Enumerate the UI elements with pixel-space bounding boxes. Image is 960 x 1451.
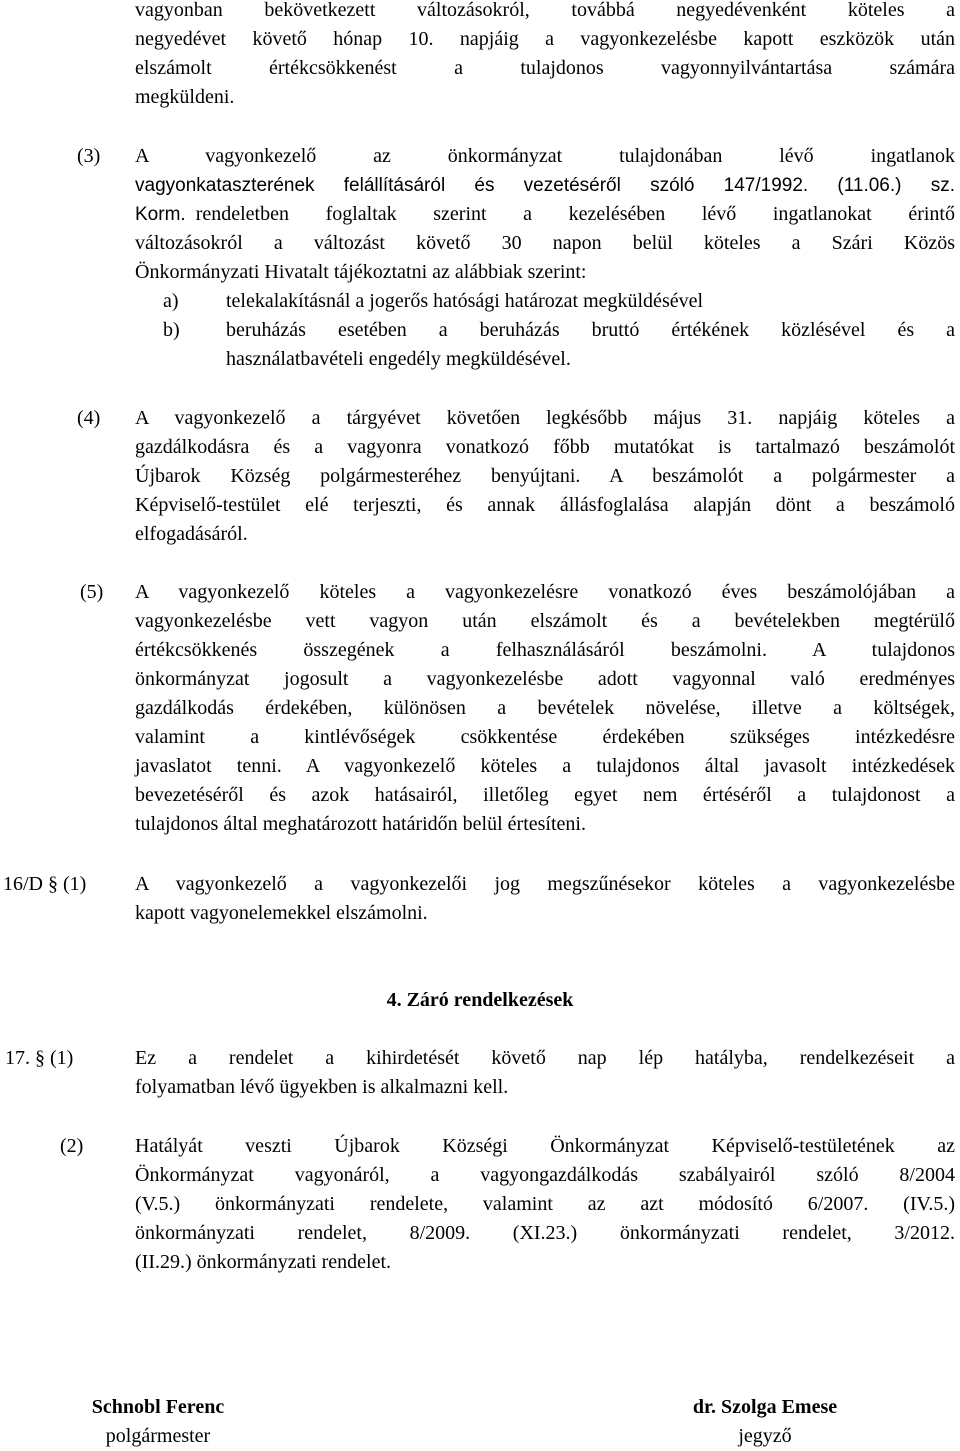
text-fragment: Korm. xyxy=(135,204,186,225)
text-line: vagyonkezelésbe vett vagyon után elszámolt és a bevételekben megtérülő xyxy=(135,610,955,632)
text-line: Önkormányzat vagyonáról, a vagyongazdálkodás szabályairól szóló 8/2004 xyxy=(135,1164,955,1186)
text-line: elszámolt értékcsökkenést a tulajdonos vagyonnyilvántartása számára xyxy=(135,57,955,79)
text-line: Ez a rendelet a kihirdetését követő nap lép hatályba, rendelkezéseit a xyxy=(135,1047,955,1069)
text-line: tulajdonos által meghatározott határidőn belül értesíteni. xyxy=(135,813,586,835)
signatory-title: jegyző xyxy=(738,1425,792,1447)
text-line: gazdálkodásra és a vagyonra vonatkozó főbb mutatókat is tartalmazó beszámolót xyxy=(135,436,955,458)
text-line: Önkormányzati Hivatalt tájékoztatni az alábbiak szerint: xyxy=(135,261,587,283)
section-label: 17. § (1) xyxy=(5,1047,74,1069)
list-item: használatbavételi engedély megküldésével. xyxy=(226,348,571,370)
text-line: önkormányzati rendelet, 8/2009. (XI.23.) önkormányzati rendelet, 3/2012. xyxy=(135,1222,955,1244)
text-line: A vagyonkezelő a tárgyévet követően legkésőbb május 31. napjáig köteles a xyxy=(135,407,955,429)
signatory-title: polgármester xyxy=(105,1425,211,1447)
list-item-label: a) xyxy=(163,290,179,312)
text-line: kapott vagyonelemekkel elszámolni. xyxy=(135,902,428,924)
text-line: bevezetéséről és azok hatásairól, illetőleg egyet nem értéséről a tulajdonost a xyxy=(135,784,955,806)
text-line: (V.5.) önkormányzati rendelete, valamint az azt módosító 6/2007. (IV.5.) xyxy=(135,1193,955,1215)
text-line: változásokról a változást követő 30 napon belül köteles a Szári Közös xyxy=(135,232,955,254)
paragraph-number: (5) xyxy=(80,581,104,603)
text-line: A vagyonkezelő a vagyonkezelői jog megszűnésekor köteles a vagyonkezelésbe xyxy=(135,873,955,895)
text-line: elfogadásáról. xyxy=(135,523,248,545)
text-line: önkormányzat jogosult a vagyonkezelésbe adott vagyonnal való eredményes xyxy=(135,668,955,690)
paragraph-number: (4) xyxy=(77,407,101,429)
text-fragment: rendeletben foglaltak szerint a kezelésében lévő ingatlanokat érintő xyxy=(195,203,955,225)
list-item: telekalakításnál a jogerős hatósági határozat megküldésével xyxy=(226,290,704,312)
text-line: A vagyonkezelő köteles a vagyonkezelésre vonatkozó éves beszámolójában a xyxy=(135,581,955,603)
text-line: vagyonban bekövetkezett változásokról, továbbá negyedévenként köteles a xyxy=(135,0,955,21)
text-line: vagyonkataszterének felállításáról és vezetéséről szóló 147/1992. (11.06.) sz. xyxy=(135,175,955,196)
text-line: (II.29.) önkormányzati rendelet. xyxy=(135,1251,392,1273)
text-line: gazdálkodás érdekében, különösen a bevételek növelése, illetve a költségek, xyxy=(135,697,955,719)
signatory-name: Schnobl Ferenc xyxy=(91,1396,225,1418)
paragraph-number: (3) xyxy=(77,145,101,167)
text-line: megküldeni. xyxy=(135,86,235,108)
signature-left xyxy=(58,1393,258,1451)
text-line: valamint a kintlévőségek csökkentése érdekében szükséges intézkedésre xyxy=(135,726,955,748)
text-line: A vagyonkezelő az önkormányzat tulajdonában lévő ingatlanok xyxy=(135,145,955,167)
list-item-label: b) xyxy=(163,319,180,341)
section-label: 16/D § (1) xyxy=(3,873,87,895)
text-line: Képviselő-testület elé terjeszti, és annak állásfoglalása alapján dönt a beszámoló xyxy=(135,494,955,516)
text-line xyxy=(135,200,955,229)
list-item: beruházás esetében a beruházás bruttó értékének közlésével és a xyxy=(226,319,955,341)
signatory-name: dr. Szolga Emese xyxy=(692,1396,838,1418)
text-line: Hatályát veszti Újbarok Községi Önkormányzat Képviselő-testületének az xyxy=(135,1135,955,1157)
paragraph-number: (2) xyxy=(60,1135,84,1157)
text-line: folyamatban lévő ügyekben is alkalmazni kell. xyxy=(135,1076,509,1098)
text-line: negyedévet követő hónap 10. napjáig a vagyonkezelésbe kapott eszközök után xyxy=(135,28,955,50)
top-paragraph xyxy=(135,0,955,112)
text-line: értékcsökkenés összegének a felhasználásáról beszámolni. A tulajdonos xyxy=(135,639,955,661)
text-line: Újbarok Község polgármesteréhez benyújtani. A beszámolót a polgármester a xyxy=(135,465,955,487)
signature-right xyxy=(660,1393,870,1451)
text-line: javaslatot tenni. A vagyonkezelő köteles a tulajdonos által javasolt intézkedések xyxy=(135,755,955,777)
chapter-heading: 4. Záró rendelkezések xyxy=(386,989,574,1011)
